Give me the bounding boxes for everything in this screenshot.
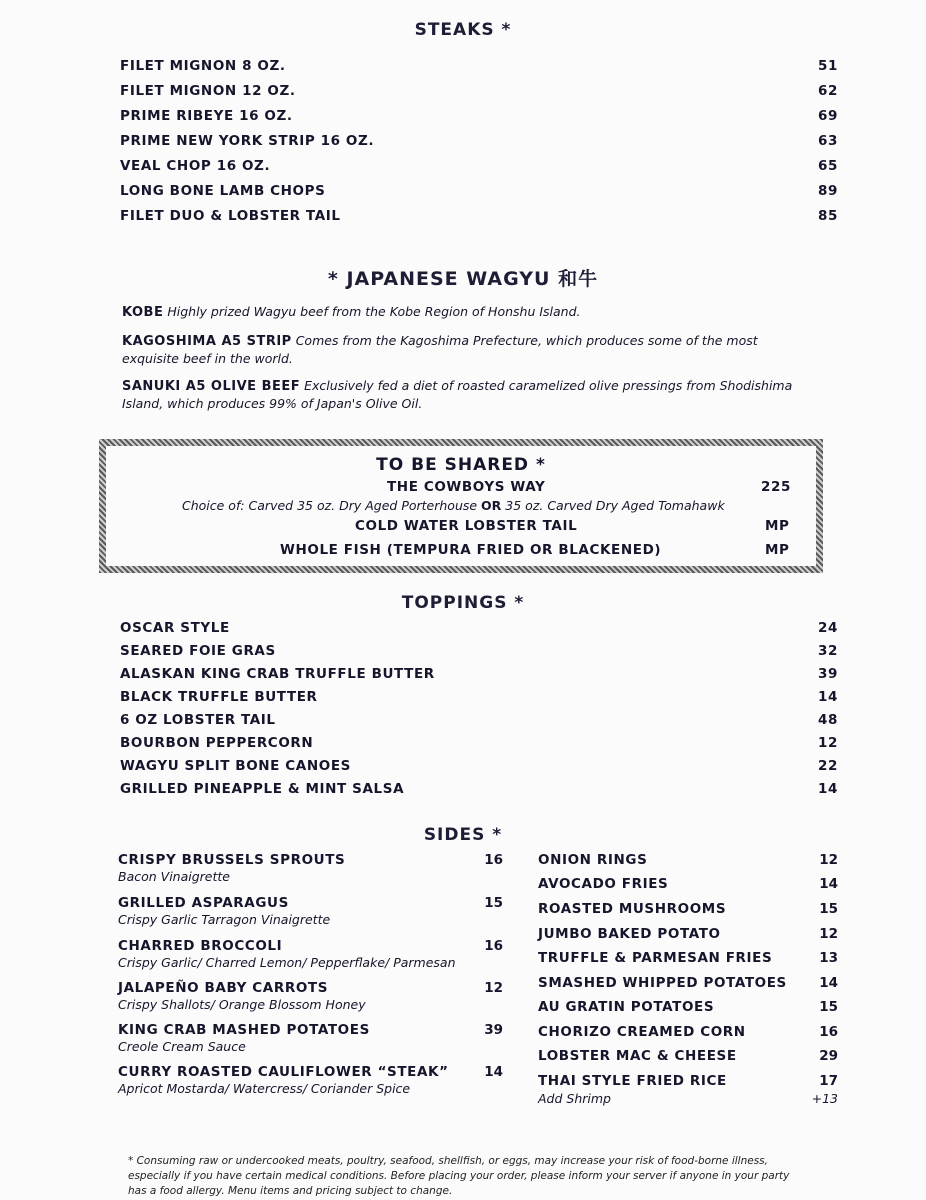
item-name: CRISPY BRUSSELS SPROUTS [118,852,346,868]
item-price: 15 [484,895,503,911]
list-item [120,643,838,663]
steaks-heading: STEAKS * [414,20,512,40]
list-item [538,901,838,921]
addon-row [538,1091,838,1111]
item-name: PRIME RIBEYE 16 OZ. [120,108,293,124]
item-price: 17 [819,1073,838,1089]
item-price: 12 [819,926,838,942]
item-price: 14 [818,689,838,705]
item-name: OSCAR STYLE [120,620,230,636]
item-name: LOBSTER MAC & CHEESE [538,1048,737,1064]
item-price: 14 [819,876,838,892]
item-price: 69 [818,108,838,124]
list-item [122,303,812,321]
list-item [118,852,503,884]
list-item [118,1022,503,1054]
list-item [538,975,838,995]
item-name: FILET MIGNON 8 OZ. [120,58,286,74]
item-name: KOBE [122,305,164,320]
item-price: 14 [819,975,838,991]
item-price: 12 [818,735,838,751]
item-name: KAGOSHIMA A5 STRIP [122,334,292,349]
item-price: 15 [819,901,838,917]
item-name: BOURBON PEPPERCORN [120,735,314,751]
item-price: 29 [819,1048,838,1064]
list-item [120,183,838,203]
cowboy-name: THE COWBOYS WAY [387,479,546,495]
item-description: Crispy Shallots/ Orange Blossom Honey [118,997,366,1012]
list-item [118,895,503,927]
item-name: THAI STYLE FRIED RICE [538,1073,727,1089]
list-item [120,666,838,686]
item-name: SMASHED WHIPPED POTATOES [538,975,787,991]
list-item [538,999,838,1019]
item-description: Apricot Mostarda/ Watercress/ Coriander Spice [118,1081,411,1096]
item-price: 62 [818,83,838,99]
item-name: ALASKAN KING CRAB TRUFFLE BUTTER [120,666,435,682]
item-description: Exclusively fed a diet of roasted caramelized olive pressings from Shodishima Island, which produces 99% of Japan's Olive Oil. [122,378,793,411]
item-price: 89 [818,183,838,199]
item-description: Highly prized Wagyu beef from the Kobe Region of Honshu Island. [167,304,581,319]
item-price: 16 [484,938,503,954]
item-description: Crispy Garlic/ Charred Lemon/ Pepperflake/ Parmesan [118,955,456,970]
list-item [538,1048,838,1068]
list-item [120,781,838,801]
item-description: Creole Cream Sauce [118,1039,246,1054]
lobster-price: MP [765,518,790,534]
cowboy-desc-a: Choice of: Carved 35 oz. Dry Aged Porterhouse [182,498,482,513]
item-price: 39 [484,1022,503,1038]
sides-heading: SIDES * [423,825,503,845]
item-name: 6 OZ LOBSTER TAIL [120,712,276,728]
item-name: GRILLED ASPARAGUS [118,895,289,911]
item-name: BLACK TRUFFLE BUTTER [120,689,318,705]
item-price: 24 [818,620,838,636]
item-name: CHARRED BROCCOLI [118,938,283,954]
item-name: FILET MIGNON 12 OZ. [120,83,296,99]
list-item [118,1064,503,1096]
item-description: Crispy Garlic Tarragon Vinaigrette [118,912,331,927]
item-name: GRILLED PINEAPPLE & MINT SALSA [120,781,405,797]
list-item [538,1024,838,1044]
item-price: 48 [818,712,838,728]
item-price: 85 [818,208,838,224]
item-name: KING CRAB MASHED POTATOES [118,1022,370,1038]
list-item [538,950,838,970]
list-item [120,108,838,128]
cowboy-desc-b: 35 oz. Carved Dry Aged Tomahawk [501,498,725,513]
item-name: LONG BONE LAMB CHOPS [120,183,326,199]
item-price: 39 [818,666,838,682]
list-item [120,712,838,732]
item-name: JUMBO BAKED POTATO [538,926,721,942]
item-price: 32 [818,643,838,659]
list-item [120,158,838,178]
list-item [122,377,812,412]
item-name: PRIME NEW YORK STRIP 16 OZ. [120,133,375,149]
list-item [120,735,838,755]
item-description: Comes from the Kagoshima Prefecture, which produces some of the most exquisite beef in the world. [122,333,758,366]
item-price: 65 [818,158,838,174]
item-name: AU GRATIN POTATOES [538,999,715,1015]
cowboy-description [182,498,725,513]
list-item [538,1073,838,1093]
item-price: 12 [484,980,503,996]
item-price: 15 [819,999,838,1015]
list-item [538,926,838,946]
item-name: ONION RINGS [538,852,648,868]
list-item [538,876,838,896]
item-price: 22 [818,758,838,774]
item-price: 12 [819,852,838,868]
list-item [120,689,838,709]
list-item [120,620,838,640]
shared-box [99,439,823,573]
lobster-name: COLD WATER LOBSTER TAIL [355,518,578,534]
item-name: TRUFFLE & PARMESAN FRIES [538,950,773,966]
item-price: 14 [484,1064,503,1080]
item-description: Bacon Vinaigrette [118,869,230,884]
list-item [120,208,838,228]
item-price: 16 [484,852,503,868]
list-item [120,58,838,78]
fish-name: WHOLE FISH (TEMPURA FRIED OR BLACKENED) [280,542,662,558]
list-item [538,852,838,872]
toppings-heading: TOPPINGS * [401,593,525,613]
cowboy-desc-or: OR [481,498,502,513]
wagyu-heading: * JAPANESE WAGYU 和牛 [327,268,599,290]
item-name: AVOCADO FRIES [538,876,669,892]
item-name: SEARED FOIE GRAS [120,643,276,659]
list-item [120,133,838,153]
item-price: 14 [818,781,838,797]
item-price: 13 [819,950,838,966]
addon-name: Add Shrimp [538,1091,611,1106]
item-name: SANUKI A5 OLIVE BEEF [122,379,301,394]
list-item [118,938,503,970]
item-name: CHORIZO CREAMED CORN [538,1024,746,1040]
list-item [120,83,838,103]
list-item [122,332,812,367]
disclaimer: * Consuming raw or undercooked meats, poultry, seafood, shellfish, or eggs, may increase your risk of food-borne illness, especially if you have certain medical conditions. Before placing your order, please inform your server if anyone in your party has a food allergy. Menu items and pricing subject to change. [128,1155,790,1197]
item-name: VEAL CHOP 16 OZ. [120,158,271,174]
item-price: 16 [819,1024,838,1040]
item-price: 51 [818,58,838,74]
item-name: ROASTED MUSHROOMS [538,901,727,917]
item-name: WAGYU SPLIT BONE CANOES [120,758,351,774]
fish-price: MP [765,542,790,558]
item-name: FILET DUO & LOBSTER TAIL [120,208,341,224]
item-name: CURRY ROASTED CAULIFLOWER “STEAK” [118,1064,449,1080]
addon-price: +13 [811,1091,838,1106]
item-price: 63 [818,133,838,149]
list-item [118,980,503,1012]
list-item [120,758,838,778]
cowboy-price: 225 [761,479,791,495]
shared-heading: TO BE SHARED * [376,455,546,475]
item-name: JALAPEÑO BABY CARROTS [118,980,329,996]
